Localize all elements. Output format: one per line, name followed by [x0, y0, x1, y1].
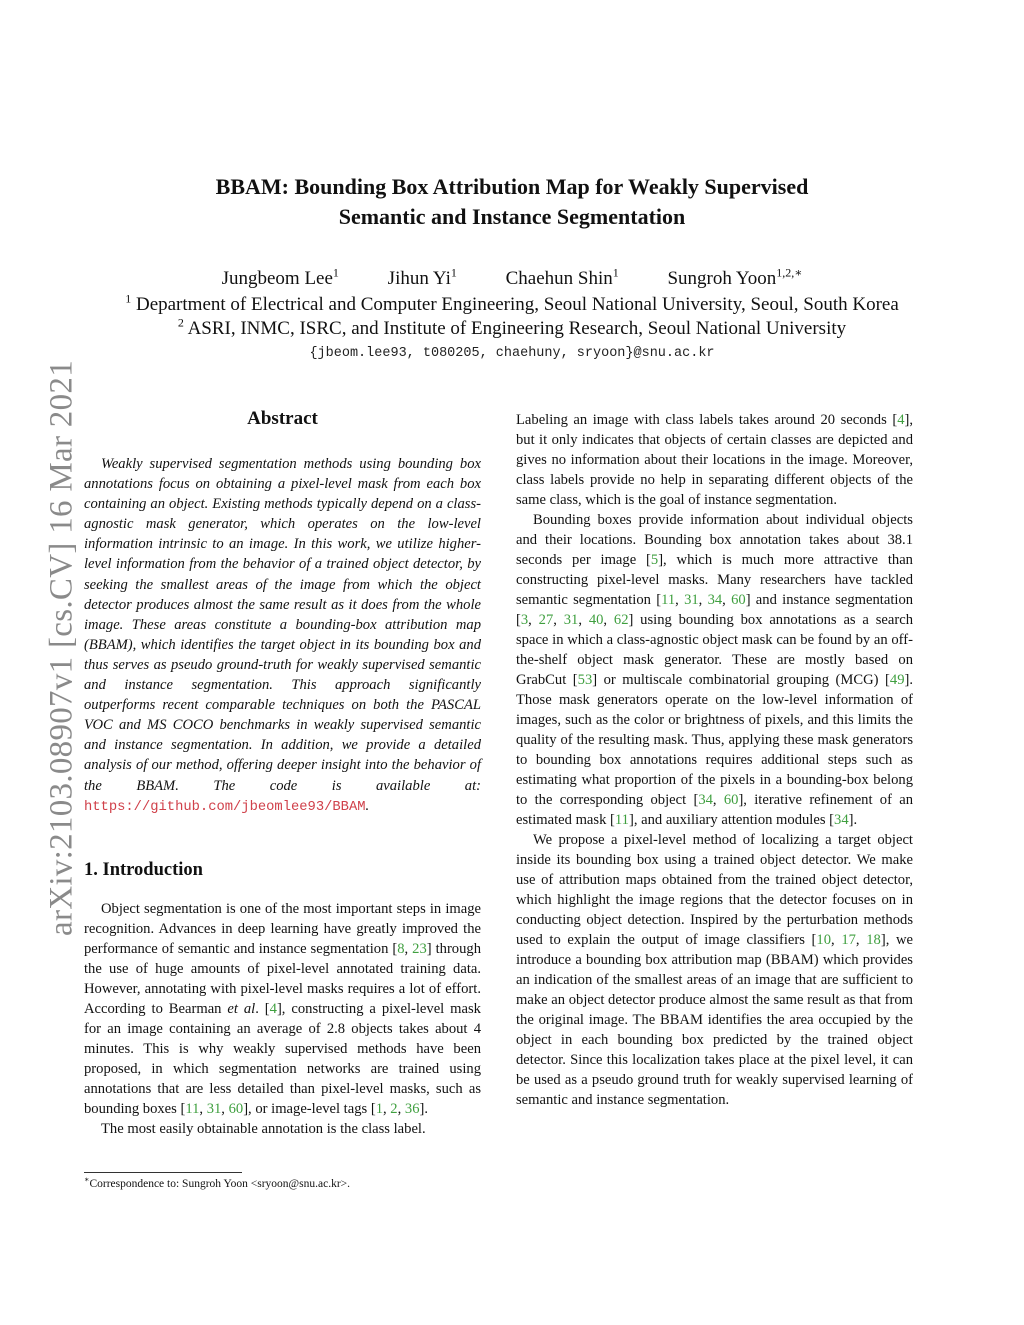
paragraph-text: ]. Those mask generators operate on the low-level information of images, such as the color or brightness of pixels, and this limits the quality of the resulting mask. Thus, applying these mask generators to bounding box annotations requires additional steps such as estimating what proportion of the pixels in a bounding-box belong to the corresponding object [: [516, 672, 913, 808]
paragraph-text: Labeling an image with class labels takes around 20 seconds [: [516, 412, 898, 428]
right-column: [516, 410, 913, 1110]
paragraph: [516, 510, 913, 830]
citation-link[interactable]: 10: [816, 932, 832, 948]
citation-link[interactable]: 34: [707, 592, 723, 608]
citation-link[interactable]: 17: [841, 932, 856, 948]
citation-link[interactable]: 4: [269, 1000, 277, 1017]
citation-link[interactable]: 49: [889, 672, 905, 688]
citation-link[interactable]: 2: [390, 1100, 398, 1117]
citation-link[interactable]: 8: [397, 940, 405, 957]
italic-text: et al: [227, 1000, 256, 1017]
citation-link[interactable]: 36: [404, 1100, 420, 1117]
citation-link[interactable]: 4: [897, 412, 905, 428]
citation-link[interactable]: 11: [661, 592, 676, 608]
arxiv-identifier-stamp: arXiv:2103.08907v1 [cs.CV] 16 Mar 2021: [43, 360, 80, 936]
paragraph-text: ], but it only indicates that objects of certain classes are depicted and gives no information about their locations in the image. Moreover, class labels provide no help in separating different objects of the same class, which is the goal of instance segmentation.: [516, 412, 913, 508]
citation-link[interactable]: 60: [228, 1100, 244, 1117]
paragraph-text: ], constructing a pixel-level mask for an image containing an average of 2.8 objects takes about 4 minutes. This is why weakly supervised methods have been proposed, in which segmentation networks are trained using annotations that are less detailed than pixel-level masks, such as bounding boxes [: [84, 1000, 481, 1117]
code-repository-link[interactable]: https://github.com/jbeomlee93/BBAM: [84, 799, 366, 815]
paragraph-text: ,: [553, 612, 564, 628]
paragraph-text: ,: [712, 792, 724, 808]
citation-link[interactable]: 18: [866, 932, 881, 948]
paragraph-text: . [: [255, 1000, 270, 1017]
author: Jungbeom Lee$^1$: [221, 265, 339, 289]
paragraph-text: ], which is much more attractive than constructing pixel-level masks. Many researchers have tackled semantic segmentation [: [516, 552, 913, 608]
citation-link[interactable]: 5: [650, 552, 659, 568]
abstract-body: Weakly supervised segmentation methods using bounding box annotations focus on obtaining a pixel-level mask from each box containing an object. Existing methods typically depend on a class-agnostic mask generator, which operates on the low-level information intrinsic to an image. In this work, we utilize higher-level information from the behavior of a trained object detector, by seeking the smallest areas of the image from which the object detector produces almost the same result as it does from the whole image. These areas constitute a bounding-box attribution map (BBAM), which identifies the target object in its bounding box and thus serves as pseudo ground-truth for weakly supervised semantic and instance segmentation. This approach significantly outperforms recent comparable techniques on both the PASCAL VOC and MS COCO benchmarks in weakly supervised semantic and instance segmentation. In addition, we provide a detailed analysis of our method, offering deeper insight into the behavior of the BBAM. The code is available at: https://github.com/jbeomlee93/BBAM.: [84, 456, 481, 815]
paragraph-text: ,: [221, 1100, 229, 1117]
citation-link[interactable]: 31: [684, 592, 699, 608]
citation-link[interactable]: 62: [613, 612, 629, 628]
paragraph-text: We propose a pixel-level method of localizing a target object inside its bounding box using a trained object detector. We make use of attribution maps obtained from the trained object detector, which highlight the image regions that the detector focuses on in conducting object detection. Inspired by the perturbation methods used to explain the output of image classifiers [: [516, 832, 913, 948]
citation-link[interactable]: 11: [185, 1100, 200, 1117]
paragraph-text: ,: [528, 612, 539, 628]
paragraph-text: ].: [419, 1100, 428, 1117]
citation-link[interactable]: 34: [834, 812, 849, 828]
title-line-2: Semantic and Instance Segmentation: [338, 204, 686, 229]
citation-link[interactable]: 11: [614, 812, 629, 828]
citation-link[interactable]: 34: [698, 792, 713, 808]
paragraph: [516, 830, 913, 1110]
title-line-1: BBAM: Bounding Box Attribution Map for Weakly Supervised: [215, 174, 809, 199]
paragraph-text: ,: [404, 940, 413, 957]
paragraph: [516, 410, 913, 510]
citation-link[interactable]: 40: [588, 612, 604, 628]
paragraph-text: ,: [199, 1100, 207, 1117]
abstract-heading: Abstract: [247, 408, 318, 429]
citation-link[interactable]: 23: [412, 940, 427, 957]
paragraph: [84, 1119, 481, 1139]
paragraph-text: Object segmentation is one of the most important steps in image recognition. Advances in deep learning have greatly improved the performance of semantic and instance segmentation [: [84, 900, 481, 957]
paragraph-text: ,: [397, 1100, 405, 1117]
citation-link[interactable]: 31: [563, 612, 579, 628]
paragraph-text: ,: [855, 932, 867, 948]
author: Sungroh Yoon$^{1,2,∗}$: [667, 265, 803, 289]
paragraph: [84, 899, 481, 1119]
author-list: [0, 265, 1024, 290]
author: Jihun Yi$^1$: [387, 265, 457, 289]
citation-link[interactable]: 60: [731, 592, 746, 608]
author: Chaehun Shin$^1$: [505, 265, 619, 289]
affiliation-2: $^2$ ASRI, INMC, ISRC, and Institute of Engineering Research, Seoul National University: [177, 315, 847, 339]
section-heading-introduction: 1. Introduction: [84, 859, 203, 880]
citation-link[interactable]: 53: [577, 672, 593, 688]
paper-title: [0, 172, 1024, 232]
footnote: ∗Correspondence to: Sungroh Yoon <sryoon@snu.ac.kr>.: [84, 1175, 351, 1190]
citation-link[interactable]: 27: [538, 612, 554, 628]
citation-link[interactable]: 1: [375, 1100, 383, 1117]
paragraph-text: ,: [675, 592, 685, 608]
paragraph-text: ,: [383, 1100, 391, 1117]
paragraph-text: ,: [831, 932, 842, 948]
citation-link[interactable]: 3: [520, 612, 529, 628]
paragraph-text: ,: [698, 592, 708, 608]
footnote-divider: [84, 1172, 242, 1173]
author-emails: {jbeom.lee93, t080205, chaehuny, sryoon}@snu.ac.kr: [309, 346, 715, 361]
paragraph-text: ] and instance segmentation [: [516, 592, 914, 628]
paragraph-text: ] or multiscale combinatorial grouping (MCG) [: [592, 672, 890, 688]
left-column: [84, 408, 481, 1139]
paragraph-text: ], we introduce a bounding box attribution map (BBAM) which provides an indication of the smallest areas of an image that are sufficient to make an object detector produce almost the same result as that from the original image. The BBAM identifies the area occupied by the object in each bounding box predicted by the trained object detector. Since this localization takes place at the pixel level, it can be used as a pseudo ground truth for weakly supervised learning of semantic and instance segmentation.: [516, 932, 914, 1108]
paragraph-text: ], and auxiliary attention modules [: [628, 812, 835, 828]
paragraph-text: ], or image-level tags [: [243, 1100, 376, 1117]
paragraph-text: ,: [722, 592, 732, 608]
paragraph-text: ] through the use of huge amounts of pixel-level annotated training data. However, annotating with pixel-level masks requires a lot of effort. According to Bearman: [84, 940, 481, 1017]
citation-link[interactable]: 60: [723, 792, 739, 808]
paragraph-text: ,: [578, 612, 589, 628]
paragraph-text: ] using bounding box annotations as a search space in which a class-agnostic object mask can be found by an off-the-shelf object mask generator. These are mostly based on GrabCut [: [516, 612, 914, 688]
paragraph-text: ].: [848, 812, 858, 828]
paragraph-text: Bounding boxes provide information about individual objects and their locations. Bounding box annotation takes about 38.1 seconds per image [: [516, 512, 913, 568]
affiliation-1: $^1$ Department of Electrical and Computer Engineering, Seoul National University, Seoul, South Korea: [125, 291, 899, 315]
paragraph-text: ], iterative refinement of an estimated mask [: [516, 792, 914, 828]
paragraph-text: The most easily obtainable annotation is the class label.: [101, 1120, 426, 1137]
citation-link[interactable]: 31: [206, 1100, 222, 1117]
paragraph-text: ,: [603, 612, 614, 628]
